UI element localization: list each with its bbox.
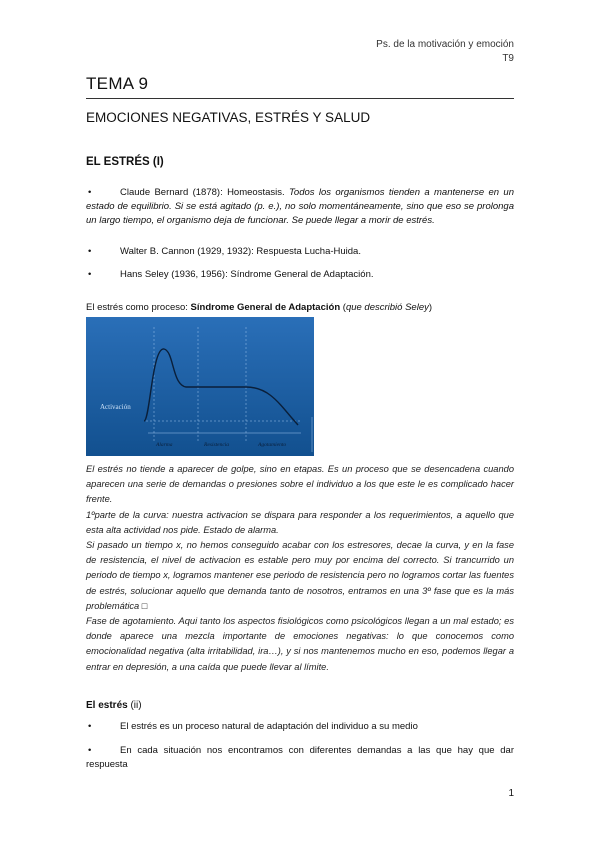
heading-suffix: (ii) <box>127 700 142 711</box>
bullet-icon: • <box>88 187 92 198</box>
caption-open: ( <box>340 302 346 313</box>
bullet-item-natural <box>86 720 514 734</box>
paragraph-line: Fase de agotamiento. Aqui tanto los aspectos fisiológicos como psicológicos llegan a un mal estado; es donde aparece una mezcla importante de emociones negativas: lo que conocemos como emocionalidad negativa (alta irritabilidad, ira…), y si nos mantenemos mucho en eso, podemos llegar a entrar en depresión, a una caída que puede llevar al límite. <box>86 616 514 672</box>
bullet-text: Hans Seley (1936, 1956): Síndrome General de Adaptación. <box>120 269 374 280</box>
stress-curve-figure <box>86 317 314 456</box>
bullet-icon: • <box>88 269 92 280</box>
explanation-paragraph <box>86 462 514 675</box>
figure-caption <box>86 302 432 313</box>
paragraph-line: Si pasado un tiempo x, no hemos conseguido acabar con los estresores, decae la curva, y en la fase de resistencia, el nivel de activacion es estable pero muy por encima del correcto. Si trancurrido un periodo de tiempo x, logramos mantener ese periodo de resistencia pero no logramos cortar las fuentes de estrés, solucionar aquello que demanda tanto de nosotros, entramos en una 3º fase que es la más problemática □ <box>86 540 514 611</box>
caption-prefix: El estrés como proceso: <box>86 302 191 313</box>
section-heading-1: EL ESTRÉS (I) <box>86 156 164 168</box>
page-subtitle: EMOCIONES NEGATIVAS, ESTRÉS Y SALUD <box>86 110 371 125</box>
bullet-text: El estrés es un proceso natural de adaptación del individuo a su medio <box>120 721 418 732</box>
bullet-text: En cada situación nos encontramos con diferentes demandas a las que hay que dar respuesta <box>86 745 514 770</box>
caption-close: ) <box>428 302 433 313</box>
header-code: T9 <box>502 53 514 64</box>
heading-text: El estrés <box>86 700 128 711</box>
bullet-text: Walter B. Cannon (1929, 1932): Respuesta Lucha-Huida. <box>120 246 361 257</box>
activation-label: Activación <box>100 403 131 411</box>
bullet-icon: • <box>88 721 92 732</box>
running-header <box>376 38 514 66</box>
page-title: TEMA 9 <box>86 74 149 93</box>
title-rule <box>86 98 514 99</box>
phase-label-alarma: Alarma <box>156 442 173 448</box>
bullet-item-demandas <box>86 744 514 772</box>
bullet-lead: Claude Bernard (1878): Homeostasis. <box>120 187 289 198</box>
header-course: Ps. de la motivación y emoción <box>376 39 514 50</box>
bullet-item-seley <box>86 268 514 282</box>
phase-label-agotamiento: Agotamiento <box>258 442 287 448</box>
caption-italic: que describió Seley <box>345 302 429 313</box>
bullet-icon: • <box>88 246 92 257</box>
bullet-item-cannon <box>86 245 514 259</box>
bullet-item-bernard <box>86 186 514 228</box>
paragraph-line: 1ºparte de la curva: nuestra activacion se dispara para responder a los requerimientos, a aquello que esta alta actividad nos pide. Estado de alarma. <box>86 509 514 535</box>
bullet-italic: Todos los organismos tienden a mantenerse en un estado de equilibrio. Si se está agitado (p. e.), no solo momentáneamente, sino que eso se prolonga un largo tiempo, el organismo deja de funcionar. Se puede llegar a morir de estrés. <box>86 187 515 226</box>
bullet-icon: • <box>88 745 92 756</box>
paragraph-line: El estrés no tiende a aparecer de golpe, sino en etapas. Es un proceso que se desencadena cuando aparecen una serie de demandas o presiones sobre el individuo a los que este le es complicado hacer frente. <box>86 464 514 505</box>
page-number: 1 <box>508 788 514 799</box>
section-heading-2 <box>86 700 142 711</box>
caption-bold: Síndrome General de Adaptación <box>190 302 341 313</box>
phase-label-resistencia: Resistencia <box>204 442 230 448</box>
